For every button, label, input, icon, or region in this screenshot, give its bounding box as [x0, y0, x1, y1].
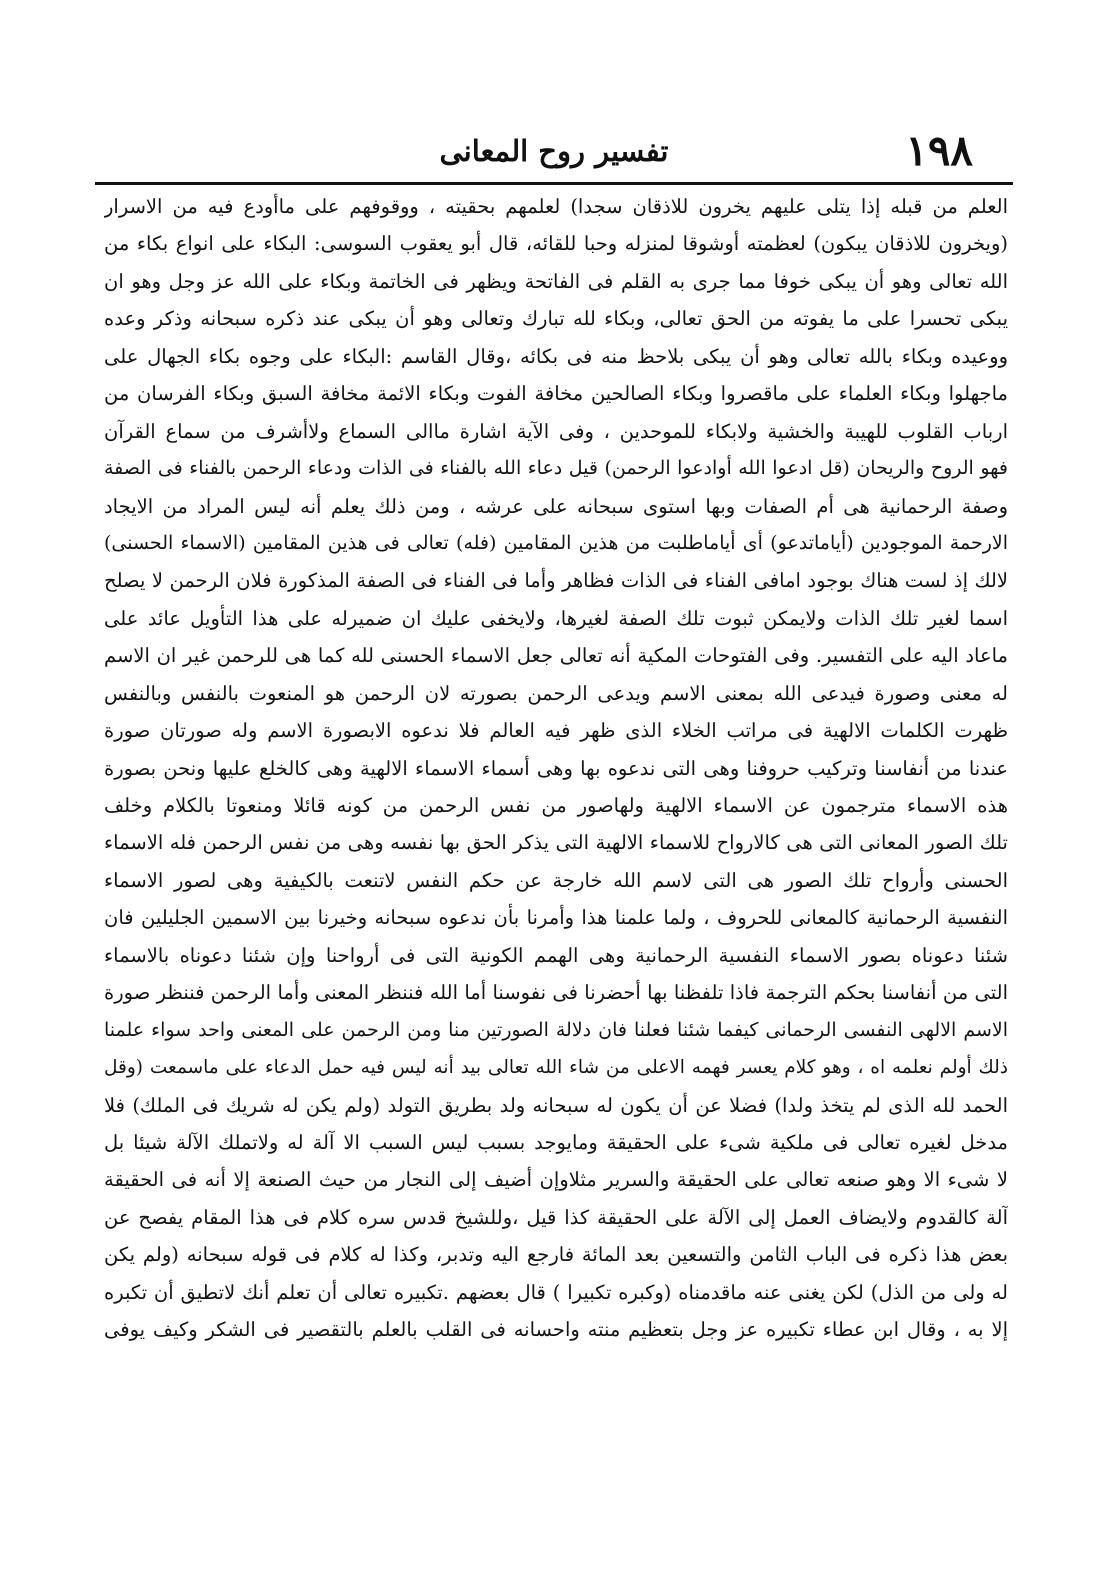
text-line: العلم من قبله إذا يتلى عليهم يخرون للاذقان سجدا) لعلمهم بحقيته ، ووقوفهم على ماأودع فيه من الاسرار [104, 195, 1008, 218]
text-line: ارباب القلوب للهيبة والخشية ولابكاء للموحدين ، وفى الآية اشارة ماالى السماع ولاأشرف من سماع القرآن [104, 419, 1008, 443]
text-line: ماعاد اليه على التفسير. وفى الفتوحات المكية أنه تعالى جعل الاسماء الحسنى لله كما هى للرحمن غير ان الاسم [104, 644, 1008, 668]
text-line: مدخل لغيره تعالى فى ملكية شىء على الحقيقة ومايوجد بسبب ليس السبب الا آلة له ولاتملك الآلة شيئا بل [104, 1130, 1008, 1154]
page-header [95, 124, 1013, 178]
text-line: (ويخرون للاذقان يبكون) لعظمته أوشوقا لمنزله وحبا للقائه، قال أبو يعقوب السوسى: البكاء على انواع بكاء من [104, 232, 1008, 256]
text-line: يبكى تحسرا على ما يفوته من الحق تعالى، وبكاء لله تبارك وتعالى وهو أن يبكى عند ذكره سبحانه وذكر وعده [104, 307, 1008, 331]
text-line: بعض هذا ذكره فى الباب الثامن والتسعين بعد المائة فارجع اليه وتدبر، وكذا له كلام فى قوله سبحانه (ولم يكن [104, 1243, 1008, 1267]
page-number: ١٩٨ [905, 126, 973, 175]
text-line: شئنا دعوناه بصور الاسماء النفسية الرحمانية وهى الهمم الكونية التى فى أرواحنا وإن شئنا دعوناه بالاسماء [104, 943, 1008, 967]
running-title: تفسير روح المعانى [439, 134, 669, 168]
text-line: ماجهلوا وبكاء العلماء على ماقصروا وبكاء الصالحين مخافة الفوت وبكاء الائمة مخافة السبق وبكاء الفرسان من [104, 382, 1008, 406]
text-line: إلا به ، وقال ابن عطاء تكبيره عز وجل بتعظيم منته واحسانه فى القلب بالعلم بالتقصير فى الشكر وكيف يوفى [104, 1318, 1008, 1342]
text-line: ظهرت الكلمات الالهية فى مراتب الخلاء الذى ظهر فيه العالم فلا ندعوه الابصورة الاسم وله صورتان صورة [104, 719, 1008, 743]
text-line: له معنى وصورة فيدعى الله بمعنى الاسم ويدعى الرحمن بصورته لان الرحمن هو المنعوت بالنفس وبالنفس [104, 681, 1008, 705]
text-line: لا شىء الا وهو صنعه تعالى على الحقيقة والسرير مثلاوإن أضيف إلى النجار من حيث الصنعة إلا أنه فى الحقيقة [104, 1168, 1008, 1192]
text-line: الاسم الالهى النفسى الرحمانى كيفما شئنا فعلنا فان دلالة الصورتين منا ومن الرحمن على المعنى واحد سواء علمنا [104, 1018, 1008, 1041]
text-line: النفسية الرحمانية كالمعانى للحروف ، ولما علمنا هذا وأمرنا بأن ندعوه سبحانه وخيرنا بين الاسمين الجليلين فان [104, 906, 1008, 930]
text-line: وصفة الرحمانية هى أم الصفات وبها استوى سبحانه على عرشه ، ومن ذلك يعلم أنه ليس المراد من الايجاد [104, 494, 1008, 518]
text-line: الله تعالى وهو أن يبكى خوفا مما جرى به القلم فى الفاتحة ويظهر فى الخاتمة وبكاء على الله عز وجل وهو ان [104, 269, 1008, 293]
text-line: اسما لغير تلك الذات ولايمكن ثبوت تلك الصفة لغيرها، ولايخفى عليك ان ضميرله على هذا التأويل عائد على [104, 606, 1008, 630]
text-line: تلك الصور المعانى التى هى كالارواح للاسماء الالهية التى يذكر الحق بها نفسه وهى من نفس الرحمن فله الاسماء [104, 831, 1008, 855]
text-line: لالك إذ لست هناك بوجود امافى الفناء فى الذات فظاهر وأما فى الفناء فى الصفة المذكورة فلان الرحمن لا يصلح [104, 569, 1008, 593]
text-line: ذلك أولم نعلمه اه ، وهو كلام يعسر فهمه الاعلى من شاء الله تعالى بيد أنه ليس فيه حمل الدعاء على ماسمعت (وقل [104, 1057, 1008, 1079]
text-line: ووعيده وبكاء بالله تعالى وهو أن يبكى بلاحظ منه فى بكائه ،وقال القاسم :البكاء على وجوه بكاء الجهال على [104, 344, 1008, 368]
text-line: عندنا من أنفاسنا وتركيب حروفنا وهى التى ندعوه بها وهى أسماء الاسماء الالهية وهى كالخلع عليها ونحن بصورة [104, 756, 1008, 780]
text-line: التى من أنفاسنا بحكم الترجمة فاذا تلفظنا بها أحضرنا فى نفوسنا أما الله فننظر المعنى وأما الرحمن فننظر صورة [104, 981, 1008, 1005]
text-line: الحمد لله الذى لم يتخذ ولدا) فضلا عن أن يكون له سبحانه ولد بطريق التولد (ولم يكن له شريك فى الملك) فلا [104, 1093, 1008, 1117]
text-line: له ولى من الذل) لكن يغنى عنه ماقدمناه (وكبره تكبيرا ) قال بعضهم .تكبيره تعالى أن تعلم أنك لاتطيق أن تكبره [104, 1280, 1008, 1304]
header-rule [95, 182, 1013, 185]
body-text [104, 188, 1008, 1349]
text-line: آلة كالقدوم ولايضاف العمل إلى الآلة على الحقيقة كذا قيل ،وللشيخ قدس سره كلام فى هذا المقام يفصح عن [104, 1205, 1008, 1229]
text-line: الحسنى وأرواح تلك الصور هى التى لاسم الله خارجة عن حكم النفس لاتنعت بالكيفية وهى لصور الاسماء [104, 868, 1008, 892]
text-line: الارحمة الموجودين (أياماتدعو) أى أياماطلبت من هذين المقامين (فله) تعالى فى هذين المقامين (الاسماء الحسنى) [104, 531, 1008, 554]
text-line: هذه الاسماء مترجمون عن الاسماء الالهية ولهاصور من نفس الرحمن من كونه قائلا ومنعوتا بالكلام وخلف [104, 794, 1008, 817]
text-line: فهو الروح والريحان (قل ادعوا الله أوادعوا الرحمن) قيل دعاء الله بالفناء فى الذات ودعاء الرحمن بالفناء فى الصفة [104, 457, 1008, 480]
